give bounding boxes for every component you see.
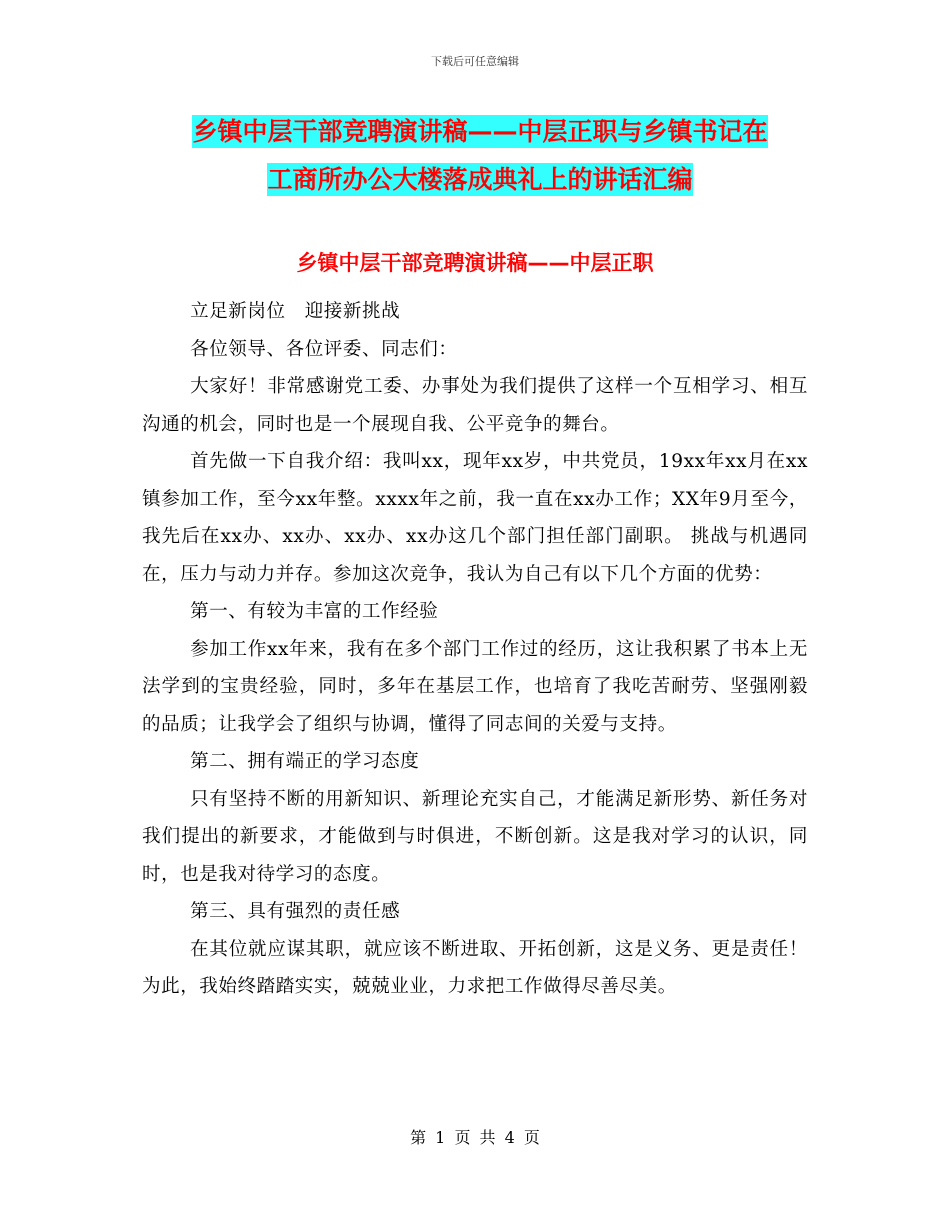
paragraph: 大家好！非常感谢党工委、办事处为我们提供了这样一个互相学习、相互沟通的机会，同时也是一个展现自我、公平竞争的舞台。 — [142, 376, 808, 435]
point-heading: 第二、拥有端正的学习态度 — [190, 751, 420, 772]
document-body — [142, 293, 808, 1006]
section-title: 乡镇中层干部竞聘演讲稿——中层正职 — [296, 251, 654, 275]
header-note: 下载后可任意编辑 — [431, 55, 519, 68]
speech-heading: 立足新岗位 迎接新挑战 — [190, 301, 401, 322]
paragraph: 首先做一下自我介绍：我叫xx，现年xx岁，中共党员，19xx年xx月在xx镇参加工作，至今xx年整。xxxx年之前，我一直在xx办工作；XX年9月至今，我先后在xx办、xx办、xx办、xx办这几个部门担任部门副职。 挑战与机遇同在，压力与动力并存。参加这次竞争，我认为自己有以下几个方面的优势： — [142, 451, 808, 585]
salutation: 各位领导、各位评委、同志们： — [190, 338, 458, 360]
paragraph: 只有坚持不断的用新知识、新理论充实自己，才能满足新形势、新任务对我们提出的新要求，才能做到与时俱进，不断创新。这是我对学习的认识，同时，也是我对待学习的态度。 — [142, 788, 808, 885]
page-footer: 第 1 页 共 4 页 — [410, 1128, 540, 1147]
document-title-line-2: 工商所办公大楼落成典礼上的讲话汇编 — [267, 165, 693, 194]
point-heading: 第一、有较为丰富的工作经验 — [190, 601, 439, 622]
point-heading: 第三、具有强烈的责任感 — [190, 901, 401, 922]
document-title-line-1: 乡镇中层干部竞聘演讲稿——中层正职与乡镇书记在 — [192, 117, 768, 146]
paragraph: 在其位就应谋其职，就应该不断进取、开拓创新，这是义务、更是责任！为此，我始终踏踏实实，兢兢业业，力求把工作做得尽善尽美。 — [142, 938, 808, 997]
document-title — [150, 108, 810, 204]
paragraph: 参加工作xx年来，我有在多个部门工作过的经历，这让我积累了书本上无法学到的宝贵经验，同时，多年在基层工作，也培育了我吃苦耐劳、坚强刚毅的品质；让我学会了组织与协调，懂得了同志间的关爱与支持。 — [142, 638, 808, 735]
